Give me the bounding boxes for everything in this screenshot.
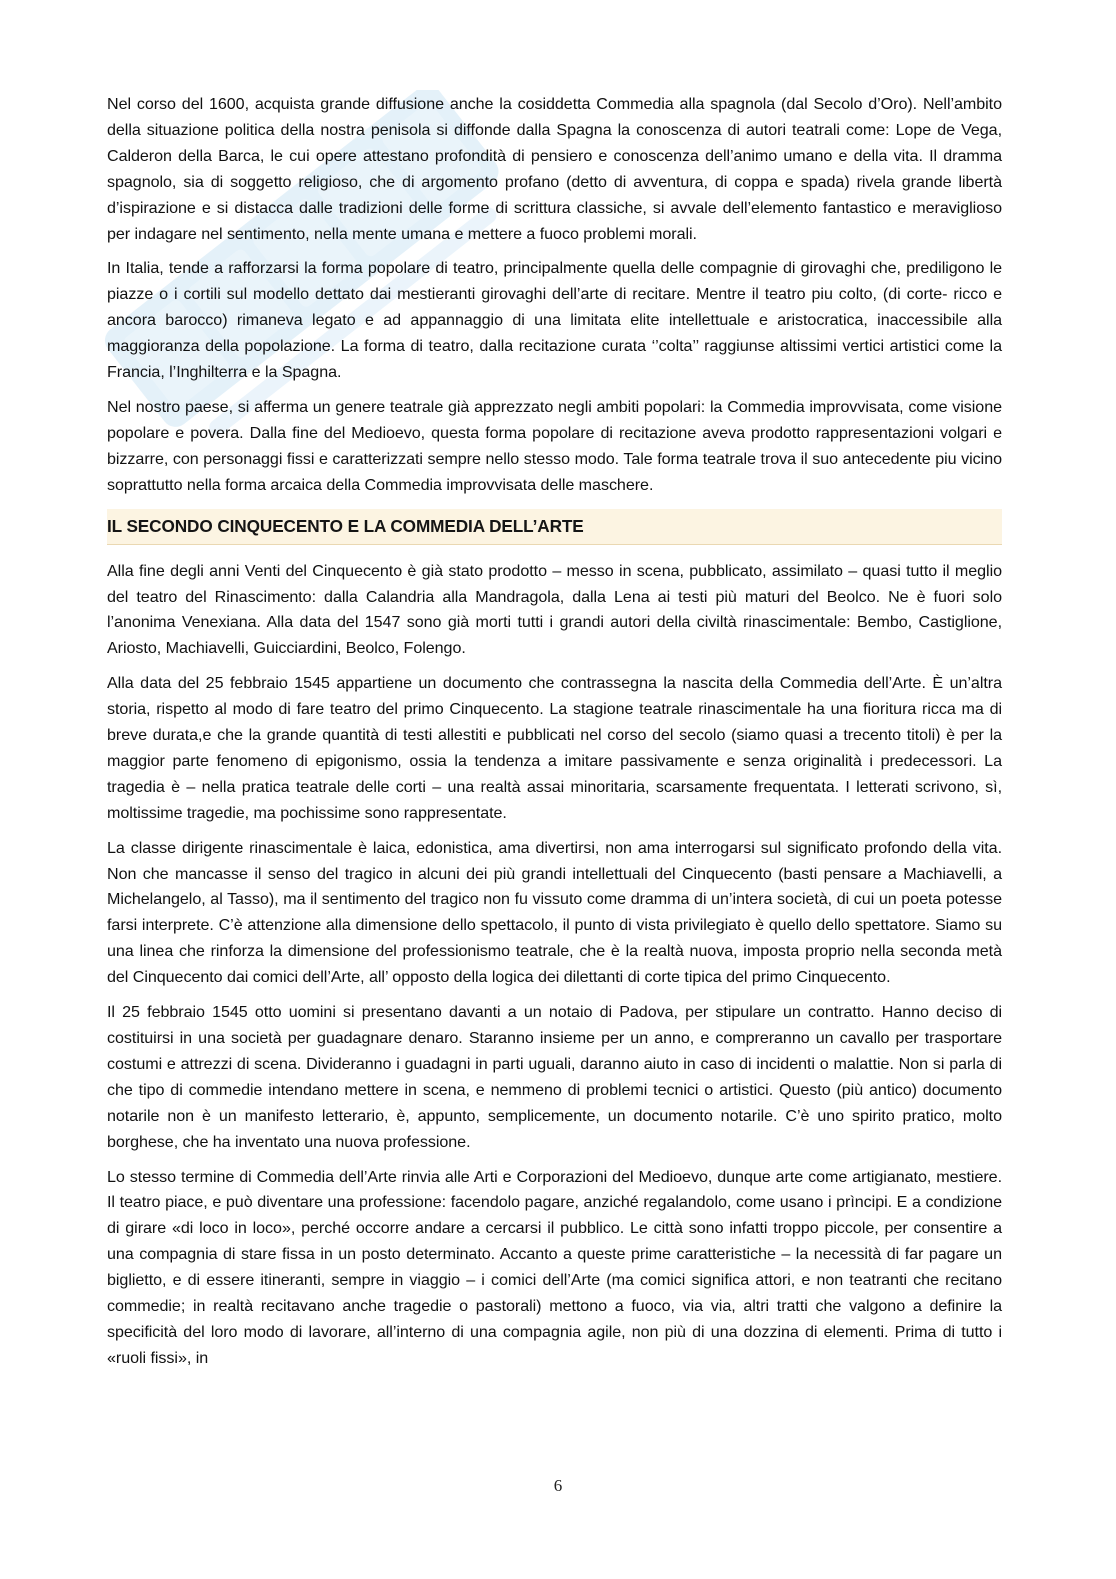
paragraph: Il 25 febbraio 1545 otto uomini si presentano davanti a un notaio di Padova, per stipulare un contratto. Hanno deciso di costituirsi in una società per guadagnare denaro. Staranno insieme per un anno, e compreranno un cavallo per trasportare costumi e attrezzi di scena. Divideranno i guadagni in parti uguali, daranno aiuto in caso di incidenti o malattie. Non si parla di che tipo di commedie intendano mettere in scena, e nemmeno di problemi tecnici o artistici. Questo (più antico) documento notarile non è un manifesto letterario, è, appunto, semplicemente, un documento notarile. C’è uno spirito pratico, molto borghese, che ha inventato una nuova professione. (107, 1003, 1002, 1151)
paragraph: Nel corso del 1600, acquista grande diffusione anche la cosiddetta Commedia alla spagnola (dal Secolo d’Oro). Nell’ambito della situazione politica della nostra penisola si diffonde dalla Spagna la conoscenza di autori teatrali come: Lope de Vega, Calderon della Barca, le cui opere attestano profondità di pensiero e conoscenza dell’animo umano e della vita. Il dramma spagnolo, sia di soggetto religioso, che di argomento profano (detto di avventura, di coppa e spada) rivela grande libertà d’ispirazione e si distacca dalle tradizioni delle forme di scrittura classiche, si avvale dell’elemento fantastico e meraviglioso per indagare nel sentimento, nella mente umana e mettere a fuoco problemi morali. (107, 95, 1002, 243)
page-number: 6 (553, 1476, 563, 1495)
paragraph: Alla fine degli anni Venti del Cinquecento è già stato prodotto – messo in scena, pubblicato, assimilato – quasi tutto il meglio del teatro del Rinascimento: dalla Calandria alla Mandragola, dalla Lena ai testi più maturi del Beolco. Ne è fuori solo l’anonima Venexiana. Alla data del 1547 sono già morti tutti i grandi autori della civiltà rinascimentale: Bembo, Castiglione, Ariosto, Machiavelli, Guicciardini, Beolco, Folengo. (107, 561, 1002, 658)
paragraph: Nel nostro paese, si afferma un genere teatrale già apprezzato negli ambiti popolari: la Commedia improvvisata, come visione popolare e povera. Dalla fine del Medioevo, questa forma popolare di recitazione aveva prodotto rappresentazioni volgari e bizzarre, con personaggi fissi e caratterizzati sempre nello stesso modo. Tale forma teatrale trova il suo antecedente piu vicino soprattutto nella forma arcaica della Commedia improvvisata delle maschere. (107, 397, 1002, 494)
paragraph: La classe dirigente rinascimentale è laica, edonistica, ama divertirsi, non ama interrogarsi sul significato profondo della vita. Non che mancasse il senso del tragico in alcuni dei più grandi intellettuali del Cinquecento (basti pensare a Machiavelli, a Michelangelo, al Tasso), ma il sentimento del tragico non fu vissuto come dramma di un’intera società, di cui un poeta potesse farsi interprete. C’è attenzione alla dimensione dello spettacolo, il punto di vista privilegiato è quello dello spettatore. Siamo su una linea che rinforza la dimensione del professionismo teatrale, che è la realtà nuova, imposta proprio nella seconda metà del Cinquecento dai comici dell’Arte, all’ opposto della logica dei dilettanti di corte tipica del primo Cinquecento. (107, 838, 1002, 987)
paragraph: Alla data del 25 febbraio 1545 appartiene un documento che contrassegna la nascita della Commedia dell’Arte. È un’altra storia, rispetto al modo di fare teatro del primo Cinquecento. La stagione teatrale rinascimentale ha una fioritura ricca ma di breve durata,e che la grande quantità di testi allestiti e pubblicati nel corso del secolo (siamo quasi a trecento titoli) è per la maggior parte fenomeno di epigonismo, ossia la tendenza a imitare passivamente e senza originalità i predecessori. La tragedia è – nella pratica teatrale delle corti – una realtà assai minoritaria, scarsamente frequentata. I letterati scrivono, sì, moltissime tragedie, ma pochissime sono rappresentate. (107, 674, 1002, 822)
section-heading: IL SECONDO CINQUECENTO E LA COMMEDIA DELL’ARTE (107, 509, 1002, 545)
paragraph: Lo stesso termine di Commedia dell’Arte rinvia alle Arti e Corporazioni del Medioevo, dunque arte come artigianato, mestiere. Il teatro piace, e può diventare una professione: facendolo pagare, anziché regalandolo, come usano i prìncipi. E a condizione di girare «di loco in loco», perché occorre andare a cercarsi il pubblico. Le città sono infatti troppo piccole, per consentire a una compagnia di stare fissa in un posto determinato. Accanto a queste prime caratteristiche – la necessità di far pagare un biglietto, e di essere itineranti, sempre in viaggio – i comici dell’Arte (ma comici significa attori, e non teatranti che recitano commedie; in realtà recitavano anche tragedie o pastorali) mettono a fuoco, via via, altri tratti che valgono a definire la specificità del loro modo di lavorare, all’interno di una compagnia agile, non più di una dozzina di elementi. Prima di tutto i «ruoli fissi», in (107, 1167, 1002, 1367)
document-body (107, 92, 1002, 1381)
paragraph: In Italia, tende a rafforzarsi la forma popolare di teatro, principalmente quella delle compagnie di girovaghi che, prediligono le piazze o i cortili sul modello dettato dai mestieranti girovaghi dell’arte di recitare. Mentre il teatro piu colto, (di corte- ricco e ancora barocco) rimaneva legato e ad appannaggio di una limitata elite intellettuale e aristocratica, inaccessibile alla maggioranza della popolazione. La forma di teatro, dalla recitazione curata ‘’colta’’ raggiunse altissimi vertici artistici come la Francia, l’Inghilterra e la Spagna. (107, 259, 1002, 382)
